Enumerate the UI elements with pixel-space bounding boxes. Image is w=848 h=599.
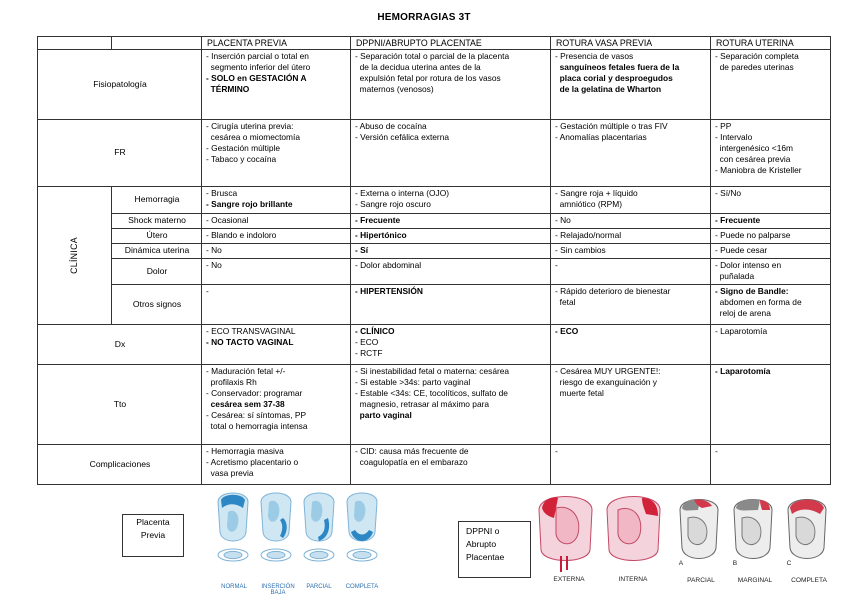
- row-label-dx: Dx: [38, 325, 202, 365]
- abruption-completa-figure: [788, 500, 826, 559]
- row-otros-signos: [38, 285, 831, 325]
- page-title: HEMORRAGIAS 3T: [377, 12, 471, 23]
- cell-hemorragia-vasa: - Sangre roja + líquido amniótico (RPM): [551, 187, 711, 214]
- cell-dx-uterina: - Laparotomía: [711, 325, 831, 365]
- cell-dx-dppni: - CLÍNICO - ECO - RCTF: [351, 325, 551, 365]
- cell-fr-vasa: - Gestación múltiple o tras FIV - Anomalías placentarias: [551, 120, 711, 187]
- cell-shock-pp: - Ocasional: [202, 214, 351, 229]
- cell-compl-pp: - Hemorragia masiva - Acretismo placentario o vasa previa: [202, 445, 351, 485]
- cell-fr-dppni: - Abuso de cocaína - Versión cefálica externa: [351, 120, 551, 187]
- abruption-degree-illustration: [672, 494, 832, 574]
- cell-compl-uterina: -: [711, 445, 831, 485]
- rotura-label-marginal: MARGINAL: [737, 577, 773, 584]
- cell-dinamica-uterina: - Puede cesar: [711, 244, 831, 259]
- marker-c: C: [786, 560, 792, 567]
- row-dinamica: [38, 244, 831, 259]
- row-label-utero: Útero: [112, 229, 202, 244]
- header-rotura-uterina: ROTURA UTERINA: [711, 37, 831, 50]
- row-utero: [38, 229, 831, 244]
- dppni-interna-figure: [607, 497, 660, 561]
- rotura-label-completa: COMPLETA: [791, 577, 827, 584]
- header-row: [38, 37, 831, 50]
- cell-dinamica-dppni: - Sí: [351, 244, 551, 259]
- cell-tto-pp: - Maduración fetal +/- profilaxis Rh - Conservador: programar cesárea sem 37-38 - Cesárea: sí síntomas, PP total o hemorragia intensa: [202, 365, 351, 445]
- row-hemorragia: [38, 187, 831, 214]
- row-fr: [38, 120, 831, 187]
- header-rotura-vasa-previa: ROTURA VASA PREVIA: [551, 37, 711, 50]
- rotura-label-parcial: PARCIAL: [687, 577, 715, 584]
- row-dolor: [38, 259, 831, 285]
- cell-utero-uterina: - Puede no palparse: [711, 229, 831, 244]
- marker-a: A: [678, 560, 684, 567]
- cell-fisio-vasa: - Presencia de vasos sanguíneos fetales fuera de la placa corial y desproegudos de la gelatina de Wharton: [551, 50, 711, 120]
- cell-otros-pp: -: [202, 285, 351, 325]
- row-complicaciones: [38, 445, 831, 485]
- dppni-externa-figure: [539, 497, 592, 573]
- cell-shock-vasa: - No: [551, 214, 711, 229]
- pp-label-normal: NORMAL: [221, 584, 247, 590]
- dppni-box: DPPNI o Abrupto Placentae: [458, 521, 531, 578]
- cell-tto-dppni: - Si inestabilidad fetal o materna: cesárea - Si estable >34s: parto vaginal - Estable <34s: CE, tocolíticos, sulfato de magnesio, retrasar al máximo para parto vaginal: [351, 365, 551, 445]
- cell-dolor-vasa: -: [551, 259, 711, 285]
- row-label-otros-signos: Otros signos: [112, 285, 202, 325]
- cell-dx-vasa: - ECO: [551, 325, 711, 365]
- placenta-previa-illustration: [212, 488, 387, 588]
- row-label-shock: Shock materno: [112, 214, 202, 229]
- cell-fr-pp: - Cirugía uterina previa: cesárea o miomectomía - Gestación múltiple - Tabaco y cocaína: [202, 120, 351, 187]
- header-placenta-previa: PLACENTA PREVIA: [202, 37, 351, 50]
- row-label-dinamica: Dinámica uterina: [112, 244, 202, 259]
- cell-shock-dppni: - Frecuente: [351, 214, 551, 229]
- header-empty-2: [112, 37, 202, 50]
- row-label-clinica: CLÍNICA: [38, 187, 112, 325]
- dppni-label-externa: EXTERNA: [553, 576, 585, 583]
- cell-otros-uterina: - Signo de Bandle: abdomen en forma de reloj de arena: [711, 285, 831, 325]
- placenta-previa-box: Placenta Previa: [122, 514, 184, 557]
- abruption-parcial-figure: [680, 499, 718, 558]
- cell-hemorragia-pp: - Brusca - Sangre rojo brillante: [202, 187, 351, 214]
- cell-dolor-pp: - No: [202, 259, 351, 285]
- pp-label-parcial: PARCIAL: [306, 584, 332, 590]
- marker-b: B: [732, 560, 738, 567]
- row-label-hemorragia: Hemorragia: [112, 187, 202, 214]
- row-tto: [38, 365, 831, 445]
- cell-dinamica-pp: - No: [202, 244, 351, 259]
- cell-fisio-dppni: - Separación total o parcial de la placenta de la decidua uterina antes de la expulsión fetal por rotura de los vasos maternos (venosos): [351, 50, 551, 120]
- uterus-insercion-baja-figure: [261, 493, 291, 561]
- cell-utero-dppni: - Hipertónico: [351, 229, 551, 244]
- row-dx: [38, 325, 831, 365]
- abruption-marginal-figure: [734, 499, 772, 558]
- cell-fr-uterina: - PP - Intervalo intergenésico <16m con cesárea previa - Maniobra de Kristeller: [711, 120, 831, 187]
- cell-dolor-dppni: - Dolor abdominal: [351, 259, 551, 285]
- uterus-parcial-figure: [304, 493, 334, 561]
- uterus-completa-figure: [347, 493, 377, 561]
- cell-hemorragia-uterina: - Sí/No: [711, 187, 831, 214]
- cell-fisio-pp: - Inserción parcial o total en segmento inferior del útero - SOLO en GESTACIÓN A TÉRMINO: [202, 50, 351, 120]
- uterus-normal-figure: [218, 493, 248, 561]
- hemorrhage-table: [37, 36, 831, 485]
- dppni-label-interna: INTERNA: [618, 576, 648, 583]
- cell-fisio-uterina: - Separación completa de paredes uterinas: [711, 50, 831, 120]
- row-label-tto: Tto: [38, 365, 202, 445]
- dppni-illustration: [534, 490, 669, 578]
- row-label-complicaciones: Complicaciones: [38, 445, 202, 485]
- pp-label-completa: COMPLETA: [345, 584, 379, 590]
- row-fisiopatologia: [38, 50, 831, 120]
- cell-tto-vasa: - Cesárea MUY URGENTE!: riesgo de exanguinación y muerte fetal: [551, 365, 711, 445]
- cell-dinamica-vasa: - Sin cambios: [551, 244, 711, 259]
- cell-utero-vasa: - Relajado/normal: [551, 229, 711, 244]
- cell-hemorragia-dppni: - Externa o interna (OJO) - Sangre rojo oscuro: [351, 187, 551, 214]
- cell-dx-pp: - ECO TRANSVAGINAL - NO TACTO VAGINAL: [202, 325, 351, 365]
- cell-dolor-uterina: - Dolor intenso en puñalada: [711, 259, 831, 285]
- cell-otros-dppni: - HIPERTENSIÓN: [351, 285, 551, 325]
- cell-shock-uterina: - Frecuente: [711, 214, 831, 229]
- row-shock: [38, 214, 831, 229]
- row-label-fr: FR: [38, 120, 202, 187]
- cell-compl-vasa: -: [551, 445, 711, 485]
- header-dppni: DPPNI/ABRUPTO PLACENTAE: [351, 37, 551, 50]
- row-label-fisiopatologia: Fisiopatología: [38, 50, 202, 120]
- cell-utero-pp: - Blando e indoloro: [202, 229, 351, 244]
- cell-tto-uterina: - Laparotomía: [711, 365, 831, 445]
- pp-label-insercion-baja: INSERCIÓN BAJA: [261, 584, 295, 596]
- cell-compl-dppni: - CID: causa más frecuente de coagulopatía en el embarazo: [351, 445, 551, 485]
- cell-otros-vasa: - Rápido deterioro de bienestar fetal: [551, 285, 711, 325]
- row-label-dolor: Dolor: [112, 259, 202, 285]
- header-empty-1: [38, 37, 112, 50]
